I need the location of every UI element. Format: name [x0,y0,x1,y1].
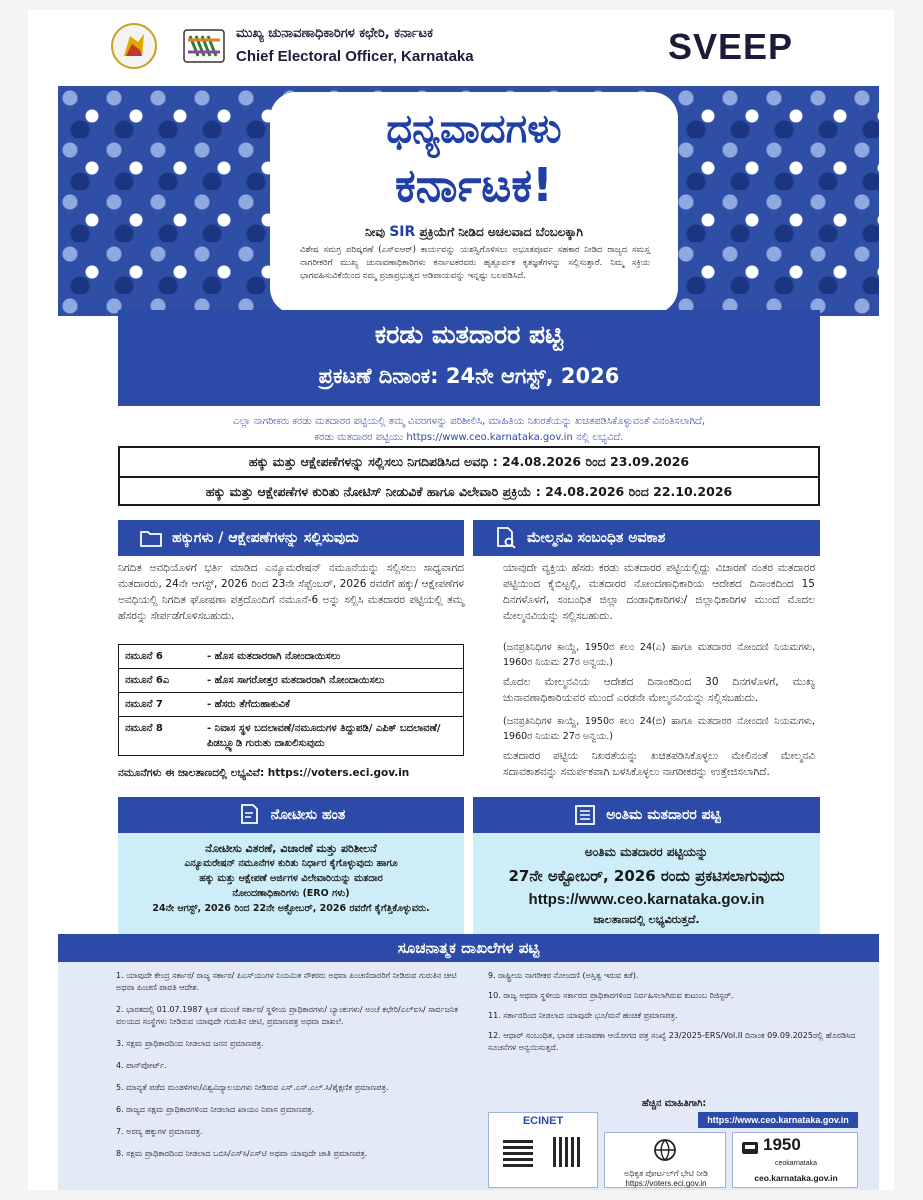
notice-section-header [118,797,464,833]
document-item: 6. ರಾಜ್ಯದ ಸಕ್ಷಮ ಪ್ರಾಧಿಕಾರಗಳಿಂದ ನೀಡಲಾದ ಖಾಯಂ ನಿವಾಸ ಪ್ರಮಾಣಪತ್ರ. [116,1105,315,1114]
form-row [119,668,463,692]
draft-roll-banner [118,310,820,406]
voters-portal-label: ಅಧಿಕೃತ ಪೋರ್ಟಲ್‌ಗೆ ಭೇಟಿ ನೀಡಿ [623,1169,709,1178]
karnataka-title: ಕರ್ನಾಟಕ! [394,158,554,212]
forms-table [118,644,464,756]
publication-date: ಪ್ರಕಟಣೆ ದಿನಾಂಕ: 24ನೇ ಆಗಸ್ಟ್, 2026 [318,364,620,388]
notice-line-2: ಎನ್ಯೂಮರೇಷನ್ ನಮೂನೆಗಳ ಕುರಿತು ನಿರ್ಧಾರ ಕೈಗೊಳ್ಳುವುದು ಹಾಗೂ [184,858,398,869]
appeal-header-label: ಮೇಲ್ಮನವಿ ಸಂಬಂಧಿತ ಅವಕಾಶ [527,530,666,546]
thanks-subtitle [270,224,678,240]
globe-cursor-icon [651,1136,681,1166]
ceo-site-short[interactable]: ceo.karnataka.gov.in [754,1173,838,1183]
sweep-logo: SVEEP [668,26,794,67]
voters-portal-text [609,1169,723,1188]
final-roll-line-1: ಅಂತಿಮ ಮತದಾರರ ಪಟ್ಟಿಯನ್ನು [584,845,709,859]
document-item: 7. ಅರಣ್ಯ ಹಕ್ಕುಗಳ ಪ್ರಮಾಣಪತ್ರ. [116,1127,203,1136]
document-item: 11. ಸರ್ಕಾರದಿಂದ ನೀಡಲಾದ ಯಾವುದೇ ಭೂ/ಮನೆ ಹಂಚಿಕೆ ಪ್ರಮಾಣಪತ್ರ. [488,1011,678,1020]
document-search-icon [493,525,519,551]
org-name-english: Chief Electoral Officer, Karnataka [236,48,474,65]
appeal-paragraph-3: ಮತದಾರರ ಪಟ್ಟಿಯ ನಿಖರತೆಯನ್ನು ಖಚಿತಪಡಿಸಿಕೊಳ್ಳಲು ಮೇಲಿನಂತೆ ಮೇಲ್ಮನವಿ ಸದಾವಕಾಶವನ್ನು ಸಮರ್ಪಕವಾಗಿ ಬಳಸಿಕೊಳ್ಳಲು ನಾಗರೀಕರನ್ನು ಉತ್ತೇಜಿಸಲಾಗಿದೆ. [503,750,815,778]
documents-list-left [116,970,476,1170]
document-item: 4. ಪಾಸ್‌ಪೋರ್ಟ್. [116,1061,167,1070]
karnataka-emblem-icon [110,22,158,70]
document-item: 10. ರಾಜ್ಯ ಅಥವಾ ಸ್ಥಳೀಯ ಸರ್ಕಾರದ ಪ್ರಾಧಿಕಾರಗಳಿಂದ ನಿರ್ವಹಿಸಲಾಗಿರುವ ಕುಟುಂಬ ರಿಜಿಸ್ಟರ್. [488,991,734,1000]
notice-line-1: ನೋಟೀಸು ವಿತರಣೆ, ವಿಚಾರಣೆ ಮತ್ತು ಪರಿಶೀಲನೆ [205,842,377,855]
schedule-box [118,446,820,506]
thanks-card [270,92,678,314]
qr-code-icon [503,1137,533,1167]
form-desc: - ನಿವಾಸ ಸ್ಥಳ ಬದಲಾವಣೆ/ನಮೂದುಗಳ ತಿದ್ದುಪಡಿ/ ಎಪಿಕ್ ಬದಲಾವಣೆ/ಪಿಡಬ್ಲ್ಯೂಡಿ ಗುರುತು ದಾಖಲಿಸುವುದು [207,723,441,749]
notice-text [118,841,464,916]
draft-roll-title: ಕರಡು ಮತದಾರರ ಪಟ್ಟಿ [374,320,564,349]
appeal-paragraph-1: ಯಾವುದೇ ವ್ಯಕ್ತಿಯ ಹೆಸರು ಕರಡು ಮತದಾರರ ಪಟ್ಟಿಯಲ್ಲಿದ್ದು ವಿಚಾರಣೆ ನಂತರ ಮತದಾರರ ಪಟ್ಟಿಯಿಂದ ಕೈಬಿಟ್ಟಲ್ಲಿ, ಮತದಾರರ ನೋಂದಣಾಧಿಕಾರಿಯ ಆದೇಶದ ದಿನಾಂಕದಿಂದ 15 ದಿನಗಳೊಳಗೆ, ಸಂಬಂಧಿತ ಜಿಲ್ಲಾ ದಂಡಾಧಿಕಾರಿಗಳು/ ಜಿಲ್ಲಾಧಿಕಾರಿಗಳ ಮುಂದೆ ಮೊದಲ ಮೇಲ್ಮನವಿಯನ್ನು ಸಲ್ಲಿಸಬಹುದು. [503,562,815,622]
voters-portal-box [604,1132,726,1188]
hero-crowd-illustration [58,86,879,316]
voters-portal-url[interactable]: https://voters.eci.gov.in [625,1179,707,1188]
final-roll-url[interactable]: https://www.ceo.karnataka.gov.in [528,891,765,908]
documents-list-right [488,970,860,1062]
notice-box [118,833,464,935]
form-code: ನಮೂನೆ 6 [125,651,163,662]
subtitle-prefix: ನೀವು [365,225,390,239]
intro-line-1: ಎಲ್ಲಾ ನಾಗರೀಕರು ಕರಡು ಮತದಾರರ ಪಟ್ಟಿಯಲ್ಲಿ ತಮ್ಮ ವಿವರಗಳನ್ನು ಪರಿಶೀಲಿಸಿ, ಮಾಹಿತಿಯ ನಿಖರತೆಯನ್ನು ಖಚಿತಪಡಿಸಿಕೊಳ್ಳುವಂತೆ ವಿನಂತಿಸಲಾಗಿದೆ, [232,416,706,427]
eci-logo-icon [180,22,228,70]
final-roll-box [473,833,820,935]
form-code: ನಮೂನೆ 8 [125,723,163,734]
final-roll-date: 27ನೇ ಅಕ್ಟೋಬರ್, 2026 ರಂದು ಪ್ರಕಟಿಸಲಾಗುವುದು [508,867,785,885]
edit-document-icon [237,802,263,828]
appeal-section-header [473,520,820,556]
helpline-box [732,1132,858,1188]
claims-section-header [118,520,464,556]
claims-period-row: ಹಕ್ಕು ಮತ್ತು ಆಕ್ಷೇಪಣೆಗಳನ್ನು ಸಲ್ಲಿಸಲು ನಿಗದಿಪಡಿಸಿದ ಅವಧಿ : 24.08.2026 ರಿಂದ 23.09.2026 [248,454,690,469]
form-desc: - ಹೊಸ ಸಾಗರೋತ್ತರ ಮತದಾರರಾಗಿ ನೋಂದಾಯಿಸಲು [207,675,385,686]
appeal-paragraph-2: ಮೊದಲ ಮೇಲ್ಮನವಿಯ ಆದೇಶದ ದಿನಾಂಕದಿಂದ 30 ದಿನಗಳೊಳಗೆ, ಮುಖ್ಯ ಚುನಾವಣಾಧಿಕಾರಿಯವರ ಮುಂದೆ ಎರಡನೇ ಮೇಲ್ಮನವಿಯನ್ನು ಸಲ್ಲಿಸಬಹುದು. [503,676,815,704]
form-desc: - ಹೆಸರು ತೆಗೆದುಹಾಕುವಿಕೆ [207,699,290,710]
ecinet-app-box [488,1112,598,1188]
notice-period-row: ಹಕ್ಕು ಮತ್ತು ಆಕ್ಷೇಪಣೆಗಳ ಕುರಿತು ನೋಟಿಸ್ ನೀಡುವಿಕೆ ಹಾಗೂ ವಿಲೇವಾರಿ ಪ್ರಕ್ರಿಯೆ : 24.08.2026 ರಿಂದ 22.10.2026 [120,476,818,504]
notice-line-5: 24ನೇ ಆಗಸ್ಟ್, 2026 ರಿಂದ 22ನೇ ಅಕ್ಟೋಬರ್, 2026 ರವರೆಗೆ ಕೈಗೆತ್ತಿಕೊಳ್ಳುವರು. [152,903,430,914]
header [28,10,894,82]
document-item: 3. ಸಕ್ಷಮ ಪ್ರಾಧಿಕಾರದಿಂದ ನೀಡಲಾದ ಜನನ ಪ್ರಮಾಣಪತ್ರ. [116,1039,264,1048]
social-handle: ceokarnataka [774,1160,818,1167]
org-name-kannada: ಮುಖ್ಯ ಚುನಾವಣಾಧಿಕಾರಿಗಳ ಕಛೇರಿ, ಕರ್ನಾಟಕ [236,26,433,41]
notice-line-4: ನೋಂದಣಾಧಿಕಾರಿಗಳು (ERO ಗಳು) [232,888,350,899]
final-roll-header-label: ಅಂತಿಮ ಮತದಾರರ ಪಟ್ಟಿ [606,807,721,823]
helpline-number: 1950 [763,1135,801,1154]
sir-label: SIR [389,224,416,240]
form-row [119,716,463,755]
claims-header-label: ಹಕ್ಕುಗಳು / ಆಕ್ಷೇಪಣೆಗಳನ್ನು ಸಲ್ಲಿಸುವುದು [172,530,359,546]
final-roll-line-4: ಜಾಲತಾಣದಲ್ಲಿ ಲಭ್ಯವಿರುತ್ತದೆ. [593,913,700,926]
phone-icon [739,1137,761,1159]
folder-icon [138,525,164,551]
document-item: 12. ಆಧಾರ್ ಸಂಬಂಧಿತ, ಭಾರತ ಚುನಾವಣಾ ಆಯೋಗದ ಪತ್ರ ಸಂಖ್ಯೆ 23/2025-ERS/Vol.II ದಿನಾಂಕ 09.09.2025ರಲ್ಲಿ ಹೊರಡಿಸಿದ ಸೂಚನೆಗಳ ಅನ್ವಯಿಸುತ್ತದೆ. [488,1031,856,1052]
document-item: 9. ರಾಷ್ಟ್ರೀಯ ನಾಗರೀಕರ ನೋಂದಣಿ (ಅಸ್ತಿತ್ವ ಇರುವ ಕಡೆ). [488,971,639,980]
claims-paragraph: ನಿಗದಿತ ಅವಧಿಯೊಳಗೆ ಭರ್ತಿ ಮಾಡಿದ ಎನ್ಯೂಮರೇಷನ್ ನಮೂನೆಯನ್ನು ಸಲ್ಲಿಸಲು ಸಾಧ್ಯವಾಗದ ಮತದಾರರು, 24ನೇ ಆಗಸ್ಟ್, 2026 ರಿಂದ 23ನೇ ಸೆಪ್ಟೆಂಬರ್, 2026 ರವರೆಗೆ ಹಕ್ಕು/ ಆಕ್ಷೇಪಣೆಗಳ ಅವಧಿಯಲ್ಲಿ ನಿಗದಿತ ಘೋಷಣಾ ಪತ್ರದೊಂದಿಗೆ ನಮೂನೆ-6 ಅನ್ನು ಸಲ್ಲಿಸಿ ಮತದಾರರ ಪಟ್ಟಿಯಲ್ಲಿ ತಮ್ಮ ಹೆಸರನ್ನು ಸೇರ್ಪಡೆಗೊಳಿಸಬಹುದು. [118,562,464,622]
appeal-reference-2: (ಜನಪ್ರತಿನಿಧಿಗಳ ಕಾಯ್ದೆ, 1950ರ ಕಲಂ 24(ಬಿ) ಹಾಗೂ ಮತದಾರರ ನೋಂದಣಿ ನಿಯಮಗಳು, 1960ರ ನಿಯಮ 27ರ ಅನ್ವಯ.) [503,716,815,742]
form-code: ನಮೂನೆ 6ಎ [125,675,170,686]
forms-link-text: ನಮೂನೆಗಳು ಈ ಜಾಲತಾಣದಲ್ಲಿ ಲಭ್ಯವಿವೆ: https://voters.eci.gov.in [118,767,410,779]
subtitle-suffix: ಪ್ರಕ್ರಿಯೆಗೆ ನೀಡಿದ ಅಚಲವಾದ ಬೆಂಬಲಕ್ಕಾಗಿ [415,225,583,239]
document-item: 2. ಭಾರತದಲ್ಲಿ 01.07.1987 ಕ್ಕಿಂತ ಮುಂಚೆ ಸರ್ಕಾರ/ ಸ್ಥಳೀಯ ಪ್ರಾಧಿಕಾರಗಳು/ ಬ್ಯಾಂಕುಗಳು/ ಅಂಚೆ ಕಛೇರಿ/ಎಲ್‌ಐಸಿ/ ಸಾರ್ವಜನಿಕ ವಲಯದ ಸಂಸ್ಥೆಗಳು ನೀಡಿರುವ ಯಾವುದೇ ಗುರುತಿನ ಚೀಟಿ, ಪ್ರಮಾಣಪತ್ರ ಅಥವಾ ದಾಖಲೆ. [116,1005,458,1026]
form-row [119,692,463,716]
ceo-site-bar[interactable]: https://www.ceo.karnataka.gov.in [698,1112,858,1128]
more-info-title: ಹೆಚ್ಚಿನ ಮಾಹಿತಿಗಾಗಿ: [641,1098,707,1109]
form-row [119,645,463,668]
document-item: 5. ಮಾನ್ಯತೆ ಪಡೆದ ಮಂಡಳಿಗಳು/ವಿಶ್ವವಿದ್ಯಾಲಯಗಳು ನೀಡಿರುವ ಎಸ್.ಎಸ್.ಎಲ್.ಸಿ/ಶೈಕ್ಷಣಿಕ ಪ್ರಮಾಣಪತ್ರ. [116,1083,389,1092]
form-desc: - ಹೊಸ ಮತದಾರರಾಗಿ ನೋಂದಾಯಿಸಲು [207,651,341,662]
final-roll-section-header [473,797,820,833]
document-item: 1. ಯಾವುದೇ ಕೇಂದ್ರ ಸರ್ಕಾರ/ ರಾಜ್ಯ ಸರ್ಕಾರ/ ಪಿಎಸ್‌ಯುಗಳ ನಿಯಮಿತ ನೌಕರರು ಅಥವಾ ಪಿಂಚಣಿದಾರರಿಗೆ ನೀಡಿರುವ ಗುರುತಿನ ಚೀಟಿ ಅಥವಾ ಪಿಂಚಣಿ ಪಾವತಿ ಆದೇಶ. [116,971,457,992]
document-item: 8. ಸಕ್ಷಮ ಪ್ರಾಧಿಕಾರದಿಂದ ನೀಡಲಾದ ಒಬಿಸಿ/ಎಸ್‌ಸಿ/ಎಸ್‌ಟಿ ಅಥವಾ ಯಾವುದೇ ಜಾತಿ ಪ್ರಮಾಣಪತ್ರ. [116,1149,368,1158]
ecinet-logo: ECINET [522,1115,564,1127]
list-icon [572,802,598,828]
appeal-reference-1: (ಜನಪ್ರತಿನಿಧಿಗಳ ಕಾಯ್ದೆ, 1950ರ ಕಲಂ 24(ಎ) ಹಾಗೂ ಮತದಾರರ ನೋಂದಣಿ ನಿಯಮಗಳು, 1960ರ ನಿಯಮ 27ರ ಅನ್ವಯ.) [503,642,815,668]
thanks-paragraph: ವಿಶೇಷ ಸಮಗ್ರ ಪರಿಷ್ಕರಣೆ (ಎಸ್‌ಐಆರ್) ಕಾರ್ಯವನ್ನು ಯಶಸ್ವಿಗೊಳಿಸಲು ಅಭೂತಪೂರ್ವ ಸಹಕಾರ ನೀಡಿದ ರಾಜ್ಯದ ಸಮಸ್ತ ನಾಗರೀಕರಿಗೆ ಮುಖ್ಯ ಚುನಾವಣಾಧಿಕಾರಿಗಳು ಕರ್ನಾಟಕರವರು ಹೃತ್ಪೂರ್ವಕ ಕೃತಜ್ಞತೆಗಳನ್ನು ಸಲ್ಲಿಸುತ್ತಾರೆ. ನಿಮ್ಮ ಸಕ್ರಿಯ ಭಾಗವಹಿಸುವಿಕೆಯಿಂದ ನಮ್ಮ ಪ್ರಜಾಪ್ರಭುತ್ವದ ಅಡಿಪಾಯವನ್ನು ಇನ್ನಷ್ಟು ಬಲಪಡಿಸಿದೆ. [300,245,650,281]
documents-section [58,962,879,1190]
intro-line-2: ಕರಡು ಮತದಾರರ ಪಟ್ಟಿಯು https://www.ceo.karnataka.gov.in ನಲ್ಲಿ ಲಭ್ಯವಿದೆ. [314,432,624,443]
notice-header-label: ನೋಟೀಸು ಹಂತ [270,807,346,823]
documents-banner: ಸೂಚನಾತ್ಮಕ ದಾಖಲೆಗಳ ಪಟ್ಟಿ [58,934,879,962]
notice-line-3: ಹಕ್ಕು ಮತ್ತು ಆಕ್ಷೇಪಣೆ ಅರ್ಜಿಗಳ ವಿಲೇವಾರಿಯನ್ನು ಮತದಾರ [199,873,383,884]
qr-code-icon [553,1137,583,1167]
thanks-title: ಧನ್ಯವಾದಗಳು [386,106,562,152]
poster [28,10,894,1190]
more-info-panel [488,1098,860,1188]
intro-text [124,414,814,446]
form-code: ನಮೂನೆ 7 [125,699,163,710]
